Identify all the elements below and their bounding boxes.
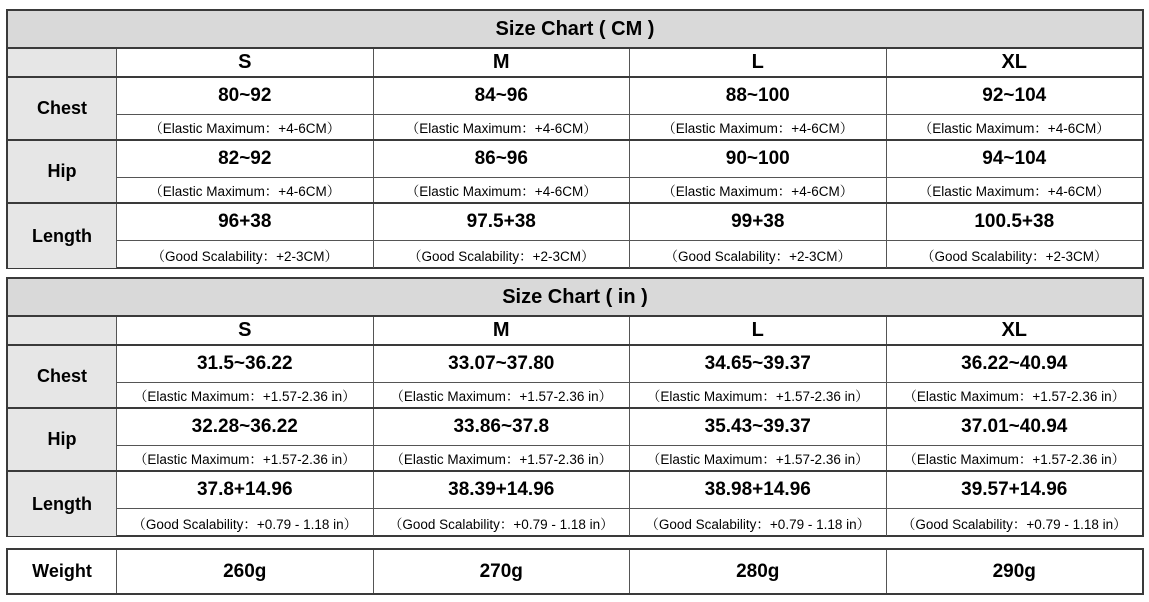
table-cell (887, 346, 1143, 407)
cell-note: （Elastic Maximum：+1.57-2.36 in） (390, 389, 613, 404)
size-header: S (117, 317, 374, 344)
table-cell (630, 346, 887, 407)
cell-note: （Elastic Maximum：+4-6CM） (149, 121, 341, 136)
row-label: Chest (8, 78, 117, 139)
cell-note: （Elastic Maximum：+1.57-2.36 in） (903, 389, 1126, 404)
row-label: Weight (8, 550, 117, 593)
cell-value: 39.57+14.96 (887, 472, 1143, 509)
table-cell (117, 78, 374, 139)
row-label: Hip (8, 141, 117, 202)
table-row (8, 472, 1142, 536)
cell-value: 38.39+14.96 (374, 472, 630, 509)
cell-value: 88~100 (630, 78, 886, 115)
table-row (8, 78, 1142, 141)
cell-note: （Elastic Maximum：+1.57-2.36 in） (646, 452, 869, 467)
header-corner (8, 317, 117, 344)
size-header: M (374, 317, 631, 344)
cell-note: （Good Scalability：+0.79 - 1.18 in） (388, 516, 614, 532)
table-title: Size Chart ( CM ) (8, 11, 1142, 49)
cell-note: （Good Scalability：+0.79 - 1.18 in） (901, 516, 1127, 532)
table-title: Size Chart ( in ) (8, 279, 1142, 317)
cell-note: （Elastic Maximum：+4-6CM） (918, 121, 1110, 136)
table-cell (117, 204, 374, 268)
cell-value: 82~92 (117, 141, 373, 178)
cell-value: 94~104 (887, 141, 1143, 178)
table-cell (630, 409, 887, 470)
cell-note: （Elastic Maximum：+1.57-2.36 in） (133, 452, 356, 467)
weight-table (6, 548, 1144, 595)
table-cell (630, 141, 887, 202)
table-row (8, 409, 1142, 472)
cell-value: 90~100 (630, 141, 886, 178)
cell-note: （Good Scalability：+2-3CM） (408, 248, 595, 264)
table-cell (887, 204, 1143, 268)
cell-note: （Elastic Maximum：+1.57-2.36 in） (646, 389, 869, 404)
header-corner (8, 49, 117, 76)
table-cell (374, 346, 631, 407)
cell-value: 99+38 (630, 204, 886, 241)
cell-note: （Good Scalability：+0.79 - 1.18 in） (132, 516, 358, 532)
size-header: XL (1001, 51, 1028, 73)
cell-value: 96+38 (117, 204, 373, 241)
cell-value: 35.43~39.37 (630, 409, 886, 446)
cell-note: （Good Scalability：+2-3CM） (151, 248, 338, 264)
table-row (8, 346, 1142, 409)
weight-value: 270g (374, 550, 631, 593)
cell-note: （Elastic Maximum：+1.57-2.36 in） (133, 389, 356, 404)
cell-note: （Elastic Maximum：+1.57-2.36 in） (390, 452, 613, 467)
cell-value: 31.5~36.22 (117, 346, 373, 383)
cell-value: 84~96 (374, 78, 630, 115)
cell-value: 92~104 (887, 78, 1143, 115)
cell-value: 80~92 (117, 78, 373, 115)
cell-note: （Elastic Maximum：+4-6CM） (405, 184, 597, 199)
table-cell (117, 472, 374, 536)
size-header: S (117, 49, 374, 76)
row-label: Length (8, 204, 117, 268)
cell-note: （Elastic Maximum：+4-6CM） (405, 121, 597, 136)
table-cell (374, 78, 631, 139)
table-cell (117, 409, 374, 470)
size-chart-cm-table (6, 9, 1144, 269)
table-cell (887, 409, 1143, 470)
table-cell (374, 472, 631, 536)
cell-note: （Elastic Maximum：+4-6CM） (662, 184, 854, 199)
weight-value: 280g (630, 550, 887, 593)
table-row (8, 204, 1142, 268)
cell-value: 34.65~39.37 (630, 346, 886, 383)
row-label: Chest (8, 346, 117, 407)
table-cell (887, 141, 1143, 202)
weight-value: 290g (992, 560, 1036, 582)
table-cell (374, 141, 631, 202)
cell-note: （Good Scalability：+2-3CM） (664, 248, 851, 264)
table-row (8, 141, 1142, 204)
row-label: Length (8, 472, 117, 536)
table-row (8, 550, 1142, 593)
cell-note: （Elastic Maximum：+4-6CM） (918, 184, 1110, 199)
size-chart-inch-table (6, 277, 1144, 537)
cell-value: 97.5+38 (374, 204, 630, 241)
size-header-row (8, 49, 1142, 78)
cell-value: 33.86~37.8 (374, 409, 630, 446)
table-cell (630, 472, 887, 536)
table-cell (887, 78, 1143, 139)
size-header: L (630, 317, 887, 344)
cell-note: （Good Scalability：+0.79 - 1.18 in） (645, 516, 871, 532)
cell-note: （Good Scalability：+2-3CM） (921, 248, 1108, 264)
cell-note: （Elastic Maximum：+1.57-2.36 in） (903, 452, 1126, 467)
cell-value: 32.28~36.22 (117, 409, 373, 446)
cell-note: （Elastic Maximum：+4-6CM） (149, 184, 341, 199)
table-cell (374, 409, 631, 470)
table-cell (117, 141, 374, 202)
size-header: XL (1001, 319, 1028, 341)
cell-value: 36.22~40.94 (887, 346, 1143, 383)
table-cell (117, 346, 374, 407)
cell-note: （Elastic Maximum：+4-6CM） (662, 121, 854, 136)
size-header: L (630, 49, 887, 76)
size-header: M (374, 49, 631, 76)
table-cell (374, 204, 631, 268)
cell-value: 86~96 (374, 141, 630, 178)
cell-value: 38.98+14.96 (630, 472, 886, 509)
cell-value: 33.07~37.80 (374, 346, 630, 383)
table-cell (630, 204, 887, 268)
table-cell (630, 78, 887, 139)
cell-value: 100.5+38 (887, 204, 1143, 241)
cell-value: 37.01~40.94 (887, 409, 1143, 446)
size-header-row (8, 317, 1142, 346)
table-cell (887, 472, 1143, 536)
row-label: Hip (8, 409, 117, 470)
weight-value: 260g (117, 550, 374, 593)
cell-value: 37.8+14.96 (117, 472, 373, 509)
